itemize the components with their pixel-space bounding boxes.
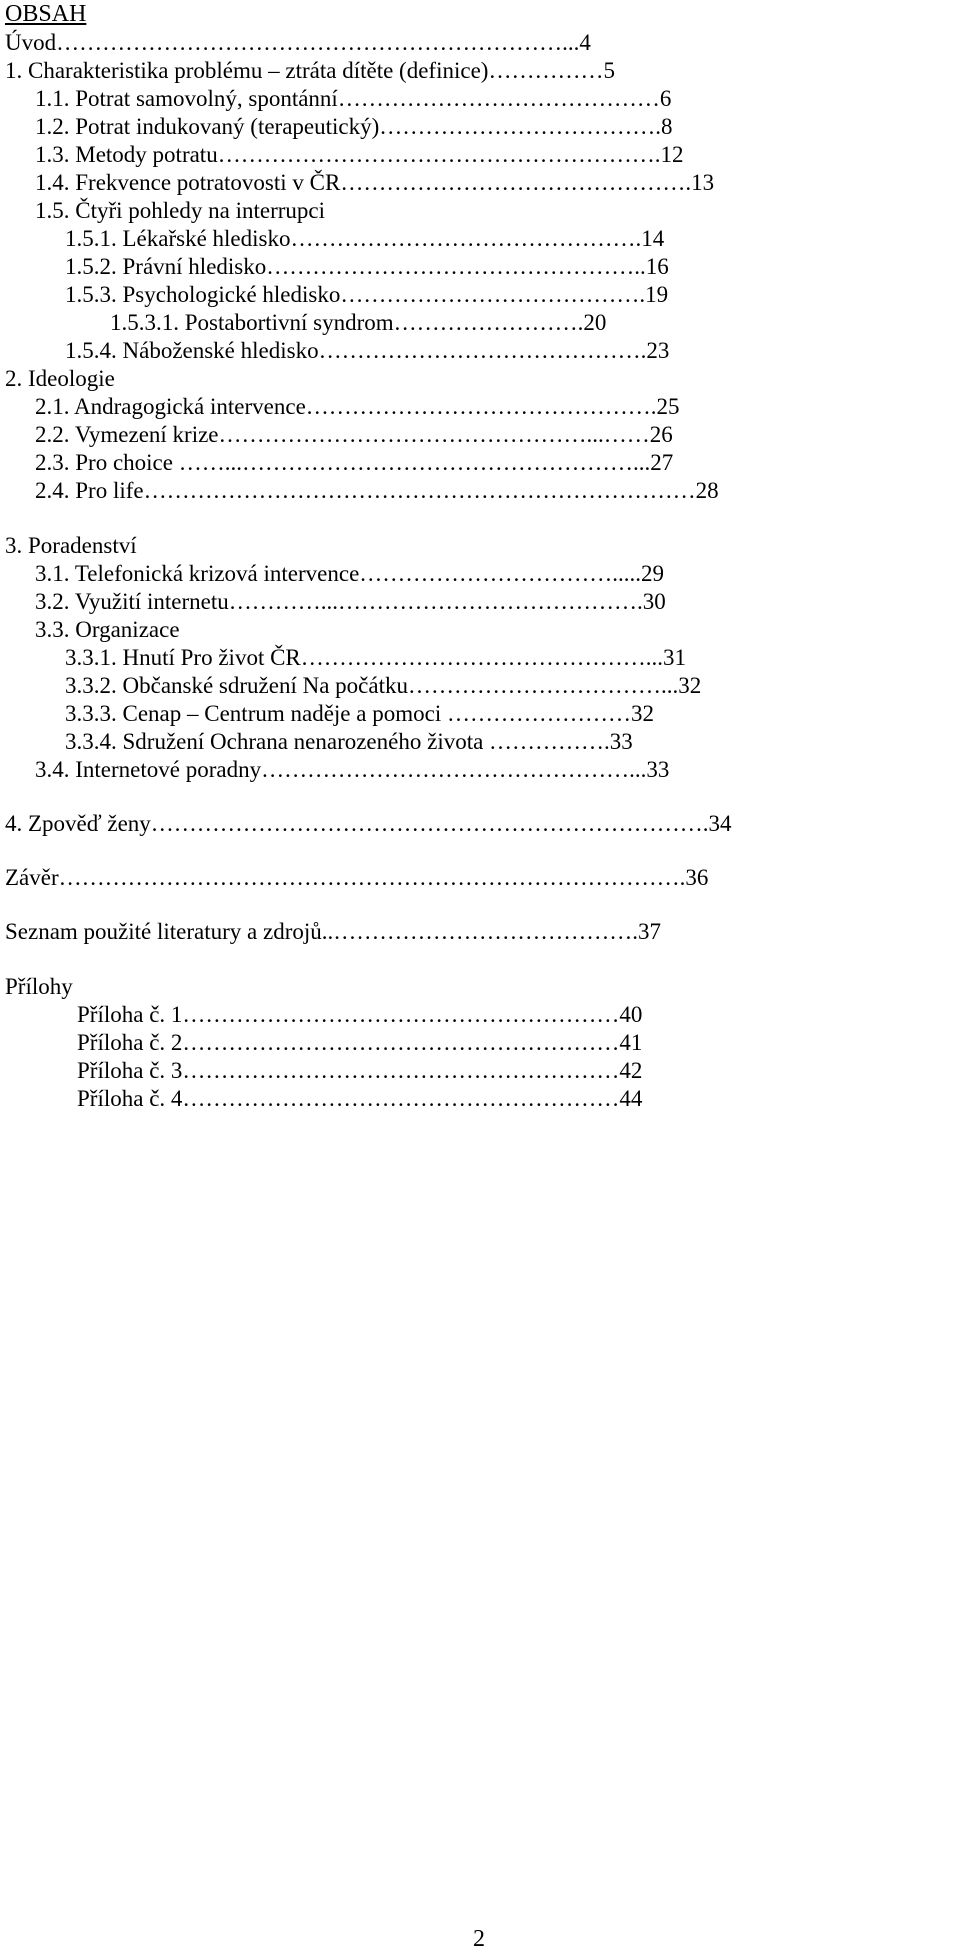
toc-entry: 3.3.4. Sdružení Ochrana nenarozeného života …………….33 <box>65 729 633 754</box>
toc-entry: 1.5.3. Psychologické hledisko………………………………….19 <box>65 282 669 307</box>
toc-entry: Závěr……………………………………………………………………….36 <box>5 865 709 890</box>
toc-entry: Příloha č. 4…………………………………………………44 <box>77 1086 643 1111</box>
toc-entry: 3.3.2. Občanské sdružení Na počátku……………………………...32 <box>65 673 702 698</box>
toc-entry: 1.5. Čtyři pohledy na interrupci <box>35 198 325 223</box>
toc-entry: 3.3. Organizace <box>35 617 180 642</box>
toc-entry: 3.3.3. Cenap – Centrum naděje a pomoci ……………………32 <box>65 701 654 726</box>
toc-entry: 2.2. Vymezení krize…………………………………………...……26 <box>35 422 673 447</box>
toc-entry: 1.4. Frekvence potratovosti v ČR……………………………………….13 <box>35 170 715 195</box>
toc-entry: 1.2. Potrat indukovaný (terapeutický)……………………………….8 <box>35 114 673 139</box>
toc-entry: 1.5.3.1. Postabortivní syndrom…………………….20 <box>110 310 607 335</box>
toc-entry: 3.4. Internetové poradny…………………………………………...33 <box>35 757 670 782</box>
toc-entry: 2.3. Pro choice ……...……………………………………………...27 <box>35 450 674 475</box>
page-number: 2 <box>473 1926 485 1952</box>
toc-entry: 4. Zpověď ženy……………………………………………………………….34 <box>5 811 732 836</box>
toc-entry: Úvod…………………………………………………………...4 <box>5 30 591 55</box>
toc-entry: 3. Poradenství <box>5 533 137 558</box>
toc-entry: Příloha č. 2…………………………………………………41 <box>77 1030 643 1055</box>
toc-entry: 2.4. Pro life………………………………………………………………28 <box>35 478 719 503</box>
toc-entry: 1.5.4. Náboženské hledisko…………………………………….23 <box>65 338 670 363</box>
toc-entry: 1.1. Potrat samovolný, spontánní……………………………………6 <box>35 86 672 111</box>
toc-entry: 1.3. Metody potratu………………………………………………….12 <box>35 142 684 167</box>
toc-entry: 2.1. Andragogická intervence……………………………………….25 <box>35 394 680 419</box>
toc-entry: Příloha č. 3…………………………………………………42 <box>77 1058 643 1083</box>
toc-entry: 1.5.2. Právní hledisko…………………………………………..16 <box>65 254 669 279</box>
toc-entry: Příloha č. 1…………………………………………………40 <box>77 1002 643 1027</box>
toc-entry: 2. Ideologie <box>5 366 115 391</box>
toc-entry: 1. Charakteristika problému – ztráta dítěte (definice)……………5 <box>5 58 615 83</box>
toc-entry: Seznam použité literatury a zdrojů..………………………………….37 <box>5 919 662 944</box>
toc-entry: 3.2. Využití internetu…………...………………………………….30 <box>35 589 666 614</box>
toc-entry: 1.5.1. Lékařské hledisko……………………………………….14 <box>65 226 665 251</box>
toc-entry: Přílohy <box>5 974 73 999</box>
toc-entry: 3.1. Telefonická krizová intervence…………………………….....29 <box>35 561 665 586</box>
toc-entry: 3.3.1. Hnutí Pro život ČR………………………………………...31 <box>65 645 687 670</box>
toc-heading: OBSAH <box>5 1 87 27</box>
